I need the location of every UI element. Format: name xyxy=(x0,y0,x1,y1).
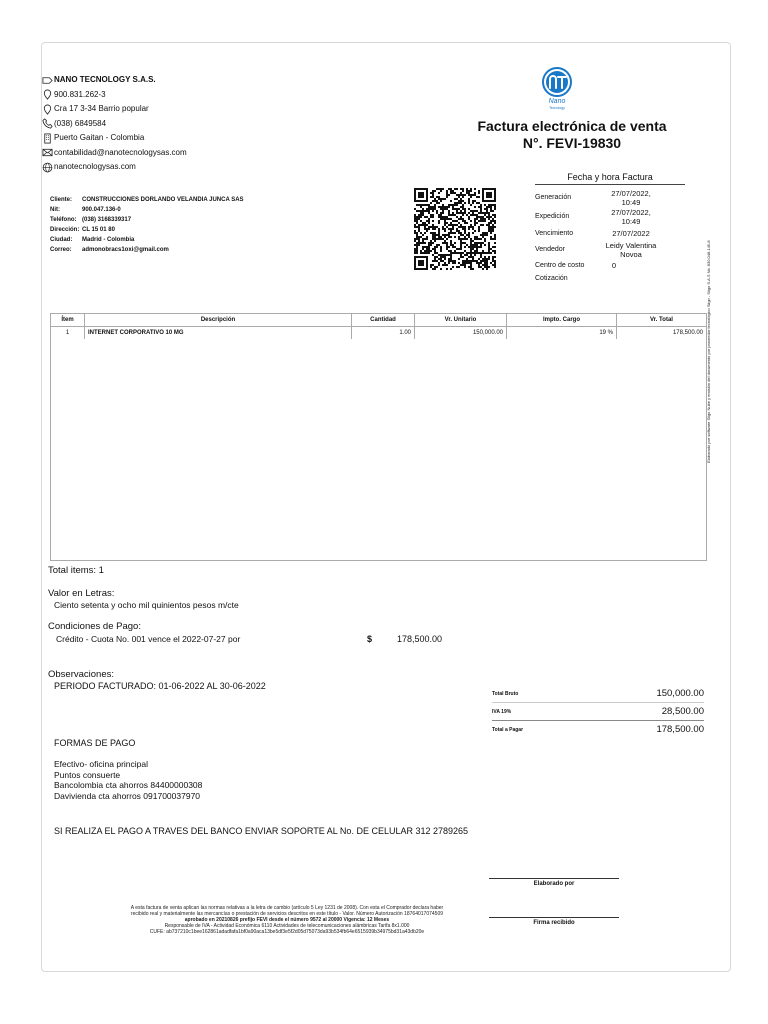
due-value: 27/07/2022 xyxy=(612,228,650,238)
company-city-row xyxy=(42,131,187,146)
received-signature-line: Firma recibido xyxy=(489,917,619,926)
dates-block xyxy=(535,172,685,284)
footer-line-2: recibido real y materialmente las mercancías o prestación de servicios descritos en este título - Valor. Número Autorización 18764017074509 xyxy=(130,911,444,917)
payment-method-points: Puntos consuerte xyxy=(54,769,121,780)
client-phone-label: Teléfono: xyxy=(50,217,77,223)
invoice-title: Factura electrónica de venta xyxy=(477,118,667,134)
gross-total-value: 150,000.00 xyxy=(656,688,704,699)
seller-value: Leidy Valentina Novoa xyxy=(605,240,657,259)
payment-method-cash: Efectivo- oficina principal xyxy=(54,759,149,769)
payment-terms: Crédito - Cuota No. 001 vence el 2022-07-27 por xyxy=(56,634,241,644)
amount-words: Ciento setenta y ocho mil quinientos pesos m/cte xyxy=(54,600,239,610)
col-header-quantity: Cantidad xyxy=(352,314,415,326)
table-row xyxy=(51,327,706,339)
company-phone-row xyxy=(42,117,187,132)
phone-icon xyxy=(42,118,53,129)
invoice-number: N°. FEVI-19830 xyxy=(522,135,622,151)
payment-notice: SI REALIZA EL PAGO A TRAVES DEL BANCO ENVIAR SOPORTE AL No. DE CELULAR 312 2789265 xyxy=(54,826,469,836)
col-header-tax: Impto. Cargo xyxy=(507,314,617,326)
seller-label: Vendedor xyxy=(535,246,565,253)
totals-block xyxy=(492,685,704,738)
company-address: Cra 17 3-34 Barrio popular xyxy=(54,104,149,113)
dates-header: Fecha y hora Factura xyxy=(535,172,685,185)
company-nit: 900.831.262-3 xyxy=(54,89,106,99)
company-name: NANO TECNOLOGY S.A.S. xyxy=(54,75,156,84)
gross-total-label: Total Bruto xyxy=(492,690,519,697)
client-city-label: Ciudad: xyxy=(50,237,73,243)
cell-total: 178,500.00 xyxy=(672,330,703,336)
location-pin-icon xyxy=(42,89,53,100)
location-pin-icon xyxy=(42,104,53,115)
payment-methods-title: FORMAS DE PAGO xyxy=(54,738,136,748)
observations: PERIODO FACTURADO: 01-06-2022 AL 30-06-2022 xyxy=(54,681,266,691)
software-credit: Elaborado por software Siigo Nube y emisión del documento por proveedor tecnológico Siigo - Siigo S.A.S Nit. 830.048.145-8 xyxy=(706,240,711,463)
currency-symbol: $ xyxy=(367,634,373,644)
cell-item: 1 xyxy=(51,327,85,339)
logo-subtext: Tecnology xyxy=(549,106,565,110)
issue-label: Expedición xyxy=(535,213,570,220)
vat-value: 28,500.00 xyxy=(661,706,704,717)
footer-line-4: Responsable de IVA - Actividad Económica 6110 Actividades de telecomunicaciones alámbricas Tarifa 8x1.000 xyxy=(164,923,410,929)
client-name: CONSTRUCCIONES DORLANDO VELANDIA JUNCA SAS xyxy=(82,197,244,203)
col-header-item: Ítem xyxy=(51,314,85,326)
envelope-icon xyxy=(42,147,53,158)
client-nit-label: Nit: xyxy=(50,207,60,213)
building-icon xyxy=(42,133,53,144)
company-logo xyxy=(537,65,577,115)
col-header-description: Descripción xyxy=(85,314,352,326)
legal-footer xyxy=(62,905,512,935)
cell-tax: 19 % xyxy=(507,327,617,339)
qr-finder-pattern xyxy=(414,188,428,202)
qr-code xyxy=(414,188,496,270)
client-label: Cliente: xyxy=(50,197,73,203)
footer-cufe: CUFE: ab737210c1bee162861adadfafa1bf0a90aca13be5df3e5f2d05d75073da93b534fb64e6515939b34975bd31a43db20e xyxy=(149,929,425,935)
footer-line-3: aprobado en 20210826 prefijo FEVI desde el número 9572 al 20000 Vigencia: 12 Meses xyxy=(184,917,390,923)
payment-terms-label: Condiciones de Pago: xyxy=(48,621,141,632)
payment-method-davivienda: Davivienda cta ahorros 091700037970 xyxy=(54,790,201,801)
logo-text: Nano xyxy=(548,98,566,105)
generation-value: 27/07/2022, 10:49 xyxy=(611,188,651,207)
prepared-by-line: Elaborado por xyxy=(489,878,619,887)
cell-description: INTERNET CORPORATIVO 10 MG xyxy=(85,327,352,339)
company-phone: (038) 6849584 xyxy=(54,118,107,128)
table-header xyxy=(51,314,706,327)
client-address: CL 15 01 80 xyxy=(82,227,115,233)
company-address-row xyxy=(42,102,187,117)
observations-label: Observaciones: xyxy=(48,669,115,680)
due-label: Vencimiento xyxy=(535,229,574,237)
amount-words-label: Valor en Letras: xyxy=(48,588,115,599)
company-email: contabilidad@nanotecnologysas.com xyxy=(54,147,187,157)
client-email: admonobracs1oxi@gmail.com xyxy=(82,247,169,253)
payment-terms-amount: 178,500.00 xyxy=(397,634,443,644)
issue-value: 27/07/2022, 10:49 xyxy=(611,207,651,226)
qr-finder-pattern xyxy=(414,256,428,270)
items-table xyxy=(50,313,707,561)
globe-icon xyxy=(42,162,53,173)
payment-methods-list xyxy=(54,759,202,801)
company-info xyxy=(42,73,187,175)
company-city: Puerto Gaitan - Colombia xyxy=(54,133,145,142)
invoice-title-block xyxy=(442,118,702,152)
company-name-row xyxy=(42,73,187,88)
footer-line-1: A esta factura de venta aplican las normas relativas a la letra de cambio (artículo 5 Ley 1231 de 2008). Con esta el Comprador declara haber xyxy=(130,905,444,911)
generation-label: Generación xyxy=(535,194,572,201)
payment-method-bancolombia: Bancolombia cta ahorros 84400000308 xyxy=(54,780,203,790)
company-website-row xyxy=(42,160,187,175)
company-email-row xyxy=(42,146,187,161)
col-header-total: Vr. Total xyxy=(650,317,673,323)
client-nit: 900.047.136-0 xyxy=(82,207,121,213)
vat-label: IVA 19% xyxy=(492,708,512,715)
invoice-page xyxy=(41,42,731,972)
client-phone: (038) 3168339317 xyxy=(82,217,132,223)
cost-center-label: Centro de costo xyxy=(535,262,585,269)
col-header-unit-price: Vr. Unitario xyxy=(415,314,507,326)
quote-label: Cotización xyxy=(535,274,568,282)
cost-center-value: 0 xyxy=(611,261,617,270)
cell-quantity: 1.00 xyxy=(352,327,415,339)
qr-finder-pattern xyxy=(482,188,496,202)
client-email-label: Correo: xyxy=(50,247,72,253)
company-nit-row xyxy=(42,88,187,103)
amount-due-value: 178,500.00 xyxy=(656,724,704,735)
total-items: Total items: 1 xyxy=(48,565,104,576)
amount-due-label: Total a Pagar xyxy=(492,726,524,733)
cell-unit-price: 150,000.00 xyxy=(415,327,507,339)
client-address-label: Dirección: xyxy=(50,227,80,233)
client-info xyxy=(50,195,244,255)
tag-icon xyxy=(42,75,53,86)
company-website: nanotecnologysas.com xyxy=(54,162,136,171)
client-city: Madrid - Colombia xyxy=(82,237,135,243)
